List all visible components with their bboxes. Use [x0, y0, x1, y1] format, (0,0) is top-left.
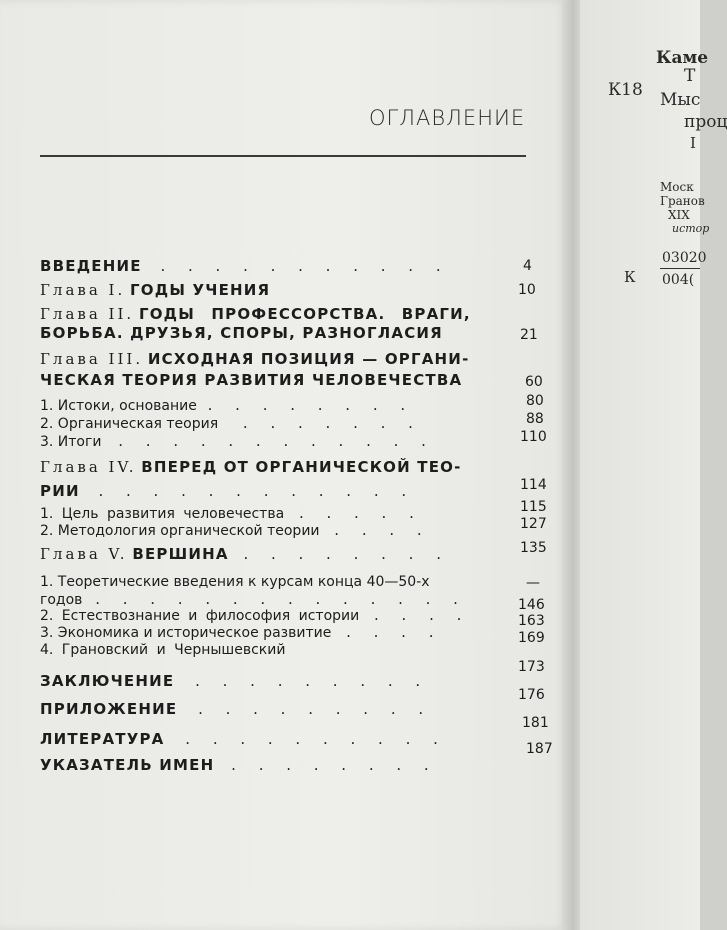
right-page-k: К — [624, 268, 636, 286]
page-number: 181 — [522, 715, 549, 731]
toc-entry-4-2 — [40, 516, 560, 540]
leader-dots: . . . . . . . . . . . . . . — [95, 590, 467, 608]
fraction-line — [660, 268, 700, 269]
page-number: 60 — [525, 374, 543, 390]
page-number: 80 — [526, 393, 544, 409]
leader-dots: . . . . . . . — [242, 414, 422, 432]
entry-label: 4. Грановский и Чернышевский — [40, 642, 286, 658]
leader-dots: . . . . . . . . . . . . — [98, 482, 416, 500]
toc-entry-conclusion — [40, 672, 560, 703]
entry-label: УКАЗАТЕЛЬ ИМЕН — [40, 756, 215, 774]
chapter-prefix: Глава V. — [40, 545, 128, 563]
page-number: 173 — [518, 659, 545, 675]
right-page-line: истор — [672, 222, 710, 235]
chapter-prefix: Глава III. — [40, 350, 144, 368]
chapter-title-line-2: ЧЕСКАЯ ТЕОРИЯ РАЗВИТИЯ ЧЕЛОВЕЧЕСТВА — [40, 371, 463, 389]
toc-entry-chapter-4-cont — [40, 477, 560, 500]
toc-entry-chapter-3-cont — [40, 371, 560, 389]
right-page-number-bottom: 004( — [662, 272, 695, 288]
chapter-prefix: Глава II. — [40, 305, 135, 323]
toc-entry-chapter-2-cont — [40, 324, 560, 342]
entry-label: 2. Органическая теория — [40, 416, 219, 432]
entry-label: 3. Итоги — [40, 434, 102, 450]
title-rule — [40, 155, 526, 157]
page-number: 21 — [520, 327, 538, 343]
right-page-line: Т — [684, 66, 696, 86]
entry-label: 1. Цель развития человечества — [40, 506, 285, 522]
page-number: 110 — [520, 429, 547, 445]
chapter-title-line-2: РИИ — [40, 482, 80, 500]
leader-dots: . . . . . . . . . — [198, 700, 433, 718]
toc-entry-literature — [40, 730, 560, 757]
chapter-prefix: Глава IV. — [40, 458, 137, 476]
toc-entry-intro — [40, 257, 560, 275]
toc-entry-chapter-1 — [40, 281, 560, 299]
page-number: 88 — [526, 411, 544, 427]
entry-label: 3. Экономика и историческое развитие — [40, 625, 332, 641]
toc-entry-chapter-5 — [40, 540, 560, 563]
page-title: ОГЛАВЛЕНИЕ — [369, 106, 526, 130]
toc-entry-chapter-4 — [40, 458, 560, 476]
entry-label: 2. Методология органической теории — [40, 523, 320, 539]
right-page-line: I — [690, 134, 696, 152]
toc-entry-5-1 — [40, 572, 560, 591]
entry-label: 2. Естествознание и философия истории — [40, 608, 360, 624]
leader-dots: . . . . . . . . . . — [185, 730, 447, 748]
entry-label: ПРИЛОЖЕНИЕ — [40, 700, 178, 718]
leader-dots: . . . . — [334, 521, 431, 539]
entry-label-line-2: годов — [40, 592, 83, 608]
page-number: 135 — [520, 540, 547, 556]
chapter-title: ВЕРШИНА — [132, 545, 229, 563]
right-page-line: Моск — [660, 180, 694, 194]
leader-dots: . . . . . . . . . . . — [160, 257, 450, 275]
page-number: 176 — [518, 687, 545, 703]
right-page-line: Мыс — [660, 90, 701, 110]
right-page-line: проц — [684, 112, 727, 132]
chapter-title: ГОДЫ УЧЕНИЯ — [130, 281, 271, 299]
chapter-prefix: Глава I. — [40, 281, 126, 299]
leader-dots: . . . . . . . . . . . . — [118, 432, 435, 450]
page-number: 4 — [523, 258, 532, 274]
toc-entry-chapter-2 — [40, 305, 560, 323]
right-page — [580, 0, 727, 930]
right-page-number-top: 03020 — [662, 250, 707, 266]
chapter-title-line-1: ИСХОДНАЯ ПОЗИЦИЯ — ОРГАНИ- — [147, 350, 470, 368]
leader-dots: . . . . — [346, 623, 443, 641]
chapter-title-line-1: ВПЕРЕД ОТ ОРГАНИЧЕСКОЙ ТЕО- — [141, 458, 462, 476]
leader-dots: . . . . . . . . . — [195, 672, 430, 690]
page-number: 115 — [520, 499, 547, 515]
entry-label: ЗАКЛЮЧЕНИЕ — [40, 672, 175, 690]
page-number: 146 — [518, 597, 545, 613]
right-page-line: Каме — [656, 48, 709, 68]
page-number: 127 — [520, 516, 547, 532]
toc-entry-5-4 — [40, 640, 560, 675]
toc-entry-3-3 — [40, 429, 560, 451]
leader-dots: . . . . . . . . — [243, 545, 450, 563]
page-number: 163 — [518, 613, 545, 629]
entry-label: ВВЕДЕНИЕ — [40, 257, 142, 275]
leader-dots: . . . . — [374, 606, 471, 624]
toc-entry-chapter-3 — [40, 350, 560, 368]
entry-label-line-1: 1. Теоретические введения к курсам конца 40—50-х — [40, 574, 430, 590]
toc-entry-3-2 — [40, 411, 560, 433]
page-number: 114 — [520, 477, 547, 493]
page-number: 187 — [526, 741, 553, 757]
leader-dots: . . . . . . . . — [231, 756, 438, 774]
page-number: 169 — [518, 630, 545, 646]
right-page-line: XIX — [668, 208, 690, 222]
entry-label: 1. Истоки, основание — [40, 398, 197, 414]
toc-entry-appendix — [40, 700, 560, 731]
right-page-line: Гранов — [660, 194, 705, 208]
toc-entry-3-1 — [40, 393, 560, 415]
right-page-code: К18 — [608, 80, 643, 100]
leader-dots: . . . . . — [298, 504, 423, 522]
leader-dots: . . . . . . . . — [207, 396, 415, 414]
page-number: 10 — [518, 282, 536, 298]
entry-label: ЛИТЕРАТУРА — [40, 730, 165, 748]
chapter-title-line-1: ГОДЫ ПРОФЕССОРСТВА. ВРАГИ, — [138, 305, 471, 323]
page-dash: — — [526, 575, 540, 591]
chapter-title-line-2: БОРЬБА. ДРУЗЬЯ, СПОРЫ, РАЗНОГЛАСИЯ — [40, 324, 443, 342]
toc-entry-name-index — [40, 756, 560, 774]
